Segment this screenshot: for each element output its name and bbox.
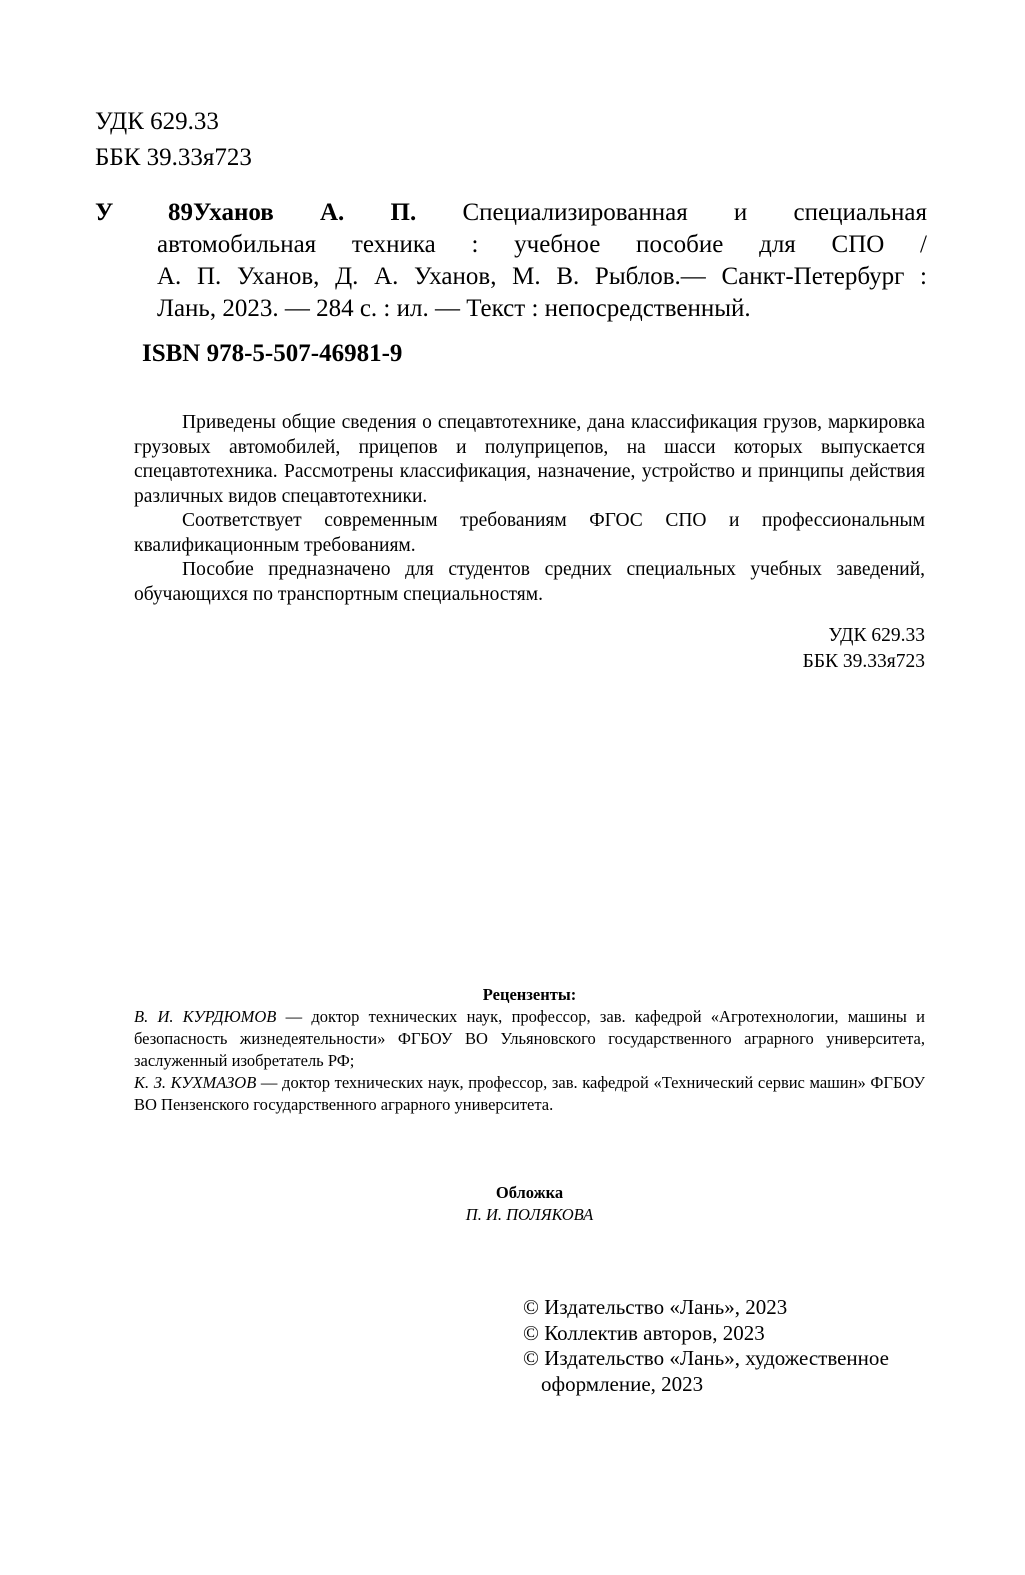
copyright-block: [523, 1295, 889, 1397]
biblio-line-2: автомобильная техника : учебное пособие для СПО /: [157, 231, 927, 258]
biblio-line-3: А. П. Уханов, Д. А. Уханов, М. В. Рыблов.— Санкт-Петербург :: [157, 263, 927, 290]
annotation: [134, 411, 925, 607]
udk-code: УДК 629.33: [95, 108, 219, 135]
annotation-paragraph-1: Приведены общие сведения о спецавтотехнике, дана классификация грузов, маркировка грузовых автомобилей, прицепов и полуприцепов, на шасси которых выпускается спецавтотехника. Рассмотрены классификация, назначение, устройство и принципы действия различных видов спецавтотехники.: [134, 412, 925, 507]
annotation-classification: [803, 623, 925, 675]
isbn: ISBN 978-5-507-46981-9: [142, 340, 403, 367]
reviewer-2-name: К. З. КУХМАЗОВ: [134, 1073, 257, 1092]
cover-credit: [134, 1182, 925, 1226]
author-name: Уханов А. П.: [193, 199, 417, 226]
bbk-code: ББК 39.33я723: [95, 144, 252, 171]
bibliographic-record: [95, 197, 927, 325]
classification-block: [95, 104, 252, 176]
reviewer-2: [134, 1072, 925, 1116]
author-sign: У 89: [95, 199, 193, 226]
biblio-line-1: [95, 197, 927, 229]
reviewers-block: [134, 984, 925, 1116]
annotation-udk: УДК 629.33: [828, 625, 925, 646]
copyright-line-1: © Издательство «Лань», 2023: [523, 1295, 788, 1319]
reviewer-2-text: — доктор технических наук, профессор, зав. кафедрой «Технический сервис машин» ФГБОУ ВО Пензенского государственного аграрного университета.: [134, 1073, 925, 1114]
cover-designer: П. И. ПОЛЯКОВА: [465, 1205, 594, 1224]
annotation-paragraph-2: Соответствует современным требованиям ФГОС СПО и профессиональным квалификационным требованиям.: [134, 510, 925, 556]
copyright-line-4: оформление, 2023: [541, 1371, 704, 1396]
copyright-line-3: © Издательство «Лань», художественное: [523, 1346, 889, 1370]
title-start: Специализированная и специальная: [462, 199, 928, 226]
annotation-paragraph-3: Пособие предназначено для студентов средних специальных учебных заведений, обучающихся по транспортным специальностям.: [134, 559, 925, 605]
cover-heading: Обложка: [495, 1183, 564, 1202]
reviewer-1-text: — доктор технических наук, профессор, зав. кафедрой «Агротехнологии, машины и безопасность жизнедеятельности» ФГБОУ ВО Ульяновского государственного аграрного университета, заслуженный изобретатель РФ;: [134, 1007, 925, 1070]
copyright-line-2: © Коллектив авторов, 2023: [523, 1320, 765, 1345]
reviewer-1: [134, 1006, 925, 1072]
reviewers-heading: Рецензенты:: [482, 985, 577, 1004]
reviewer-1-name: В. И. КУРДЮМОВ: [134, 1007, 277, 1026]
biblio-line-4: Лань, 2023. — 284 с. : ил. — Текст : непосредственный.: [157, 295, 751, 322]
annotation-bbk: ББК 39.33я723: [802, 651, 925, 672]
